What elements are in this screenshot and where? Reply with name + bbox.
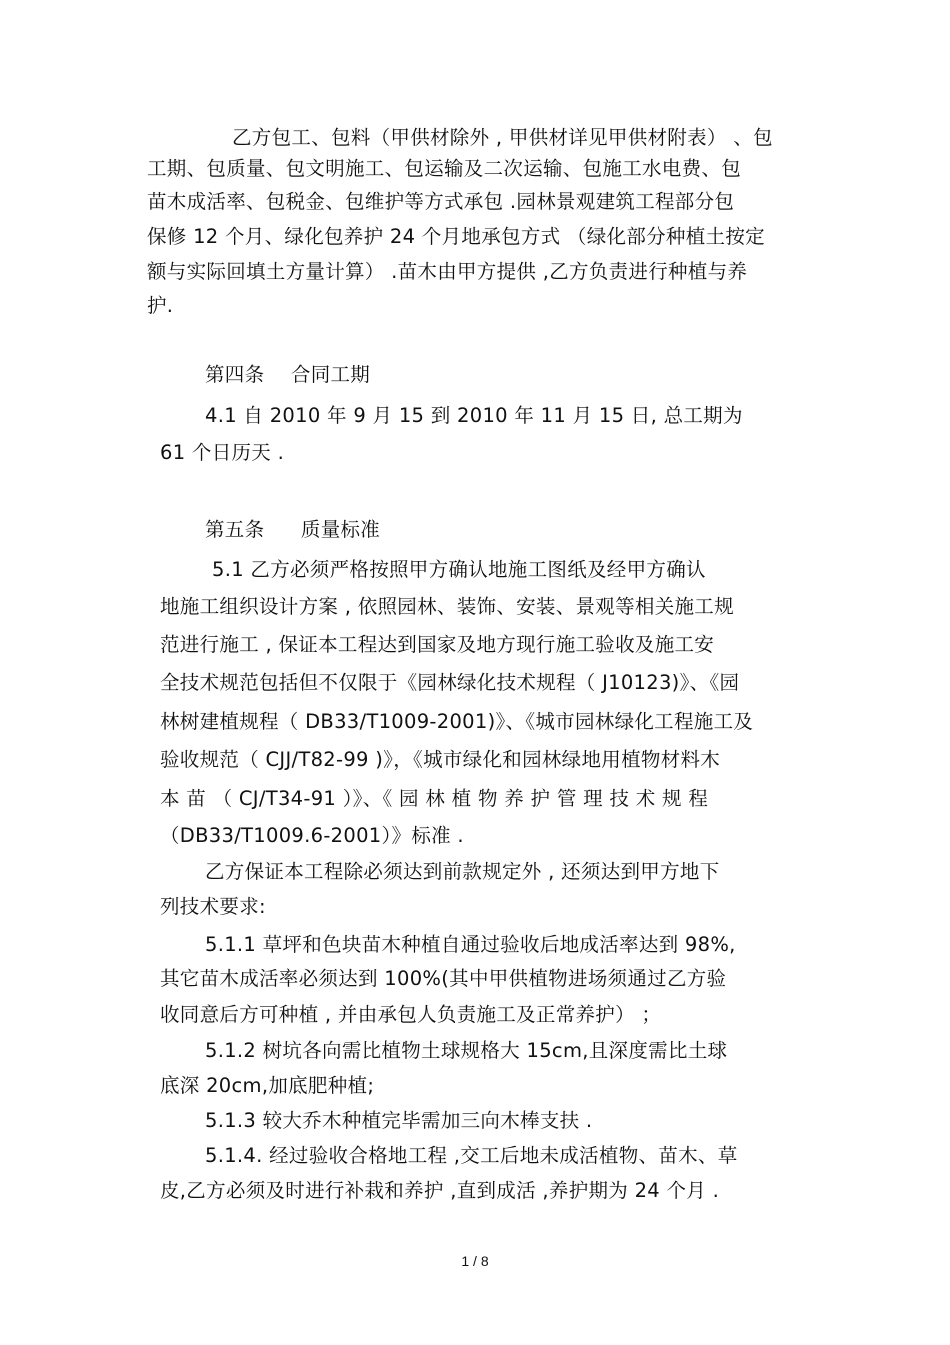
text-line-25: 底深 20cm,加底肥种植; (160, 1074, 375, 1097)
text-line-21: 5.1.1 草坪和色块苗木种植自通过验收后地成活率达到 98%, (205, 933, 736, 956)
text-line-28: 皮,乙方必须及时进行补栽和养护 ,直到成活 ,养护期为 24 个月 . (160, 1179, 720, 1202)
text-line-16: 验收规范（ CJJ/T82-99 )》，《城市绿化和园林绿地用植物材料木 (160, 748, 721, 771)
text-line-11: 5.1 乙方必须严格按照甲方确认地施工图纸及经甲方确认 (212, 558, 706, 581)
text-line-15: 林树建植规程（ DB33/T1009-2001)》、《城市园林绿化工程施工及 (160, 710, 754, 733)
text-line-12: 地施工组织设计方案 , 依照园林、装饰、安装、景观等相关施工规 (160, 595, 734, 618)
text-line-20: 列技术要求: (160, 895, 266, 918)
text-line-23: 收同意后方可种植 , 并由承包人负责施工及正常养护） ； (160, 1003, 662, 1026)
text-line-8: 4.1 自 2010 年 9 月 15 到 2010 年 11 月 15 日, 总工期为 (205, 404, 743, 427)
text-line-17: 本 苗 （ CJ/T34-91 ）》、《 园 林 植 物 养 护 管 理 技 术 规 程 (160, 787, 709, 810)
section-heading-4: 第四条 合同工期 (205, 363, 371, 386)
text-line-6: 护. (147, 294, 174, 317)
text-line-13: 范进行施工 , 保证本工程达到国家及地方现行施工验收及施工安 (160, 633, 715, 656)
section-heading-5: 第五条 质量标准 (205, 518, 381, 541)
text-line-14: 全技术规范包括但不仅限于《园林绿化技术规程（ J10123)》、《园 (160, 671, 740, 694)
text-line-18: （DB33/T1009.6-2001）》标准 . (160, 824, 464, 847)
text-line-9: 61 个日历天 . (160, 441, 285, 464)
text-line-2: 工期、包质量、包文明施工、包运输及二次运输、包施工水电费、包 (147, 157, 742, 180)
page-number: 1 / 8 (461, 1253, 489, 1269)
text-line-3: 苗木成活率、包税金、包维护等方式承包 .园林景观建筑工程部分包 (147, 190, 735, 213)
text-line-1: 乙方包工、包料（甲供材除外 , 甲供材详见甲供材附表） 、包 (232, 126, 773, 149)
text-line-27: 5.1.4. 经过验收合格地工程 ,交工后地未成活植物、苗木、草 (205, 1144, 738, 1167)
text-line-19: 乙方保证本工程除必须达到前款规定外 , 还须达到甲方地下 (205, 860, 720, 883)
text-line-5: 额与实际回填土方量计算） .苗木由甲方提供 ,乙方负责进行种植与养 (147, 260, 748, 283)
text-line-26: 5.1.3 较大乔木种植完毕需加三向木棒支扶 . (205, 1109, 593, 1132)
text-line-22: 其它苗木成活率必须达到 100%(其中甲供植物进场须通过乙方验 (160, 967, 727, 990)
text-line-24: 5.1.2 树坑各向需比植物土球规格大 15cm,且深度需比土球 (205, 1039, 728, 1062)
text-line-4: 保修 12 个月、绿化包养护 24 个月地承包方式 （绿化部分种植土按定 (147, 225, 765, 248)
